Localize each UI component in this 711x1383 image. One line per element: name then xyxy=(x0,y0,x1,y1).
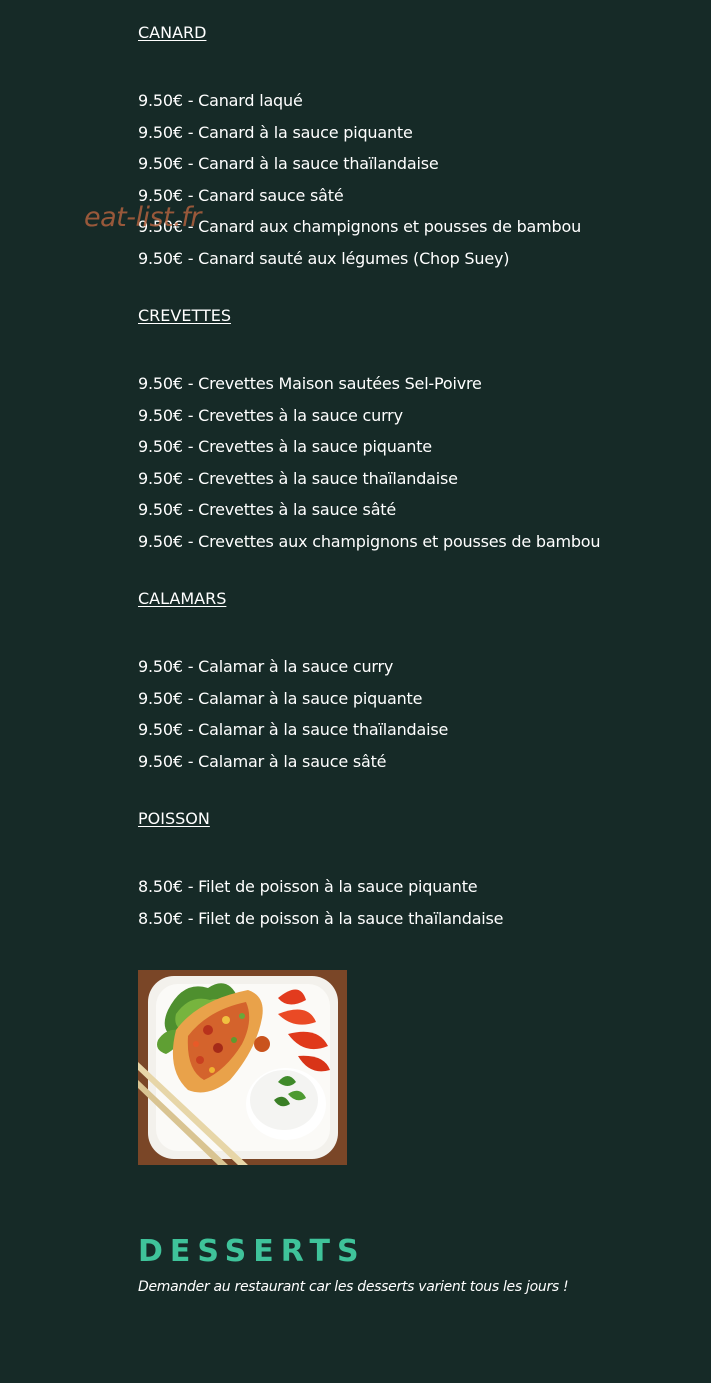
section-heading-calamars: CALAMARS xyxy=(138,589,227,608)
menu-item: 9.50€ - Calamar à la sauce sâté xyxy=(138,751,387,771)
menu-item: 9.50€ - Crevettes aux champignons et pousses de bambou xyxy=(138,531,601,551)
desserts-note: Demander au restaurant car les desserts varient tous les jours ! xyxy=(138,1279,569,1295)
menu-item: 9.50€ - Canard sauté aux légumes (Chop Suey) xyxy=(138,248,510,268)
menu-item: 9.50€ - Canard à la sauce thaïlandaise xyxy=(138,154,439,173)
menu-item: 9.50€ - Crevettes à la sauce thaïlandaise xyxy=(138,468,458,488)
section-heading-poisson: POISSON xyxy=(138,809,210,828)
menu-item: 9.50€ - Canard laqué xyxy=(138,91,303,110)
menu-item: 9.50€ - Calamar à la sauce piquante xyxy=(138,688,423,708)
watermark-text: eat-list.fr xyxy=(84,202,201,233)
menu-section-crevettes xyxy=(138,305,698,557)
menu-item: 9.50€ - Canard sauce sâté xyxy=(138,185,344,205)
menu-item: 9.50€ - Calamar à la sauce curry xyxy=(138,657,394,676)
menu-item: 9.50€ - Crevettes à la sauce sâté xyxy=(138,500,397,519)
menu-section-poisson xyxy=(138,808,698,934)
menu-item: 9.50€ - Canard aux champignons et pousses de bambou xyxy=(138,217,582,236)
section-heading-crevettes: CREVETTES xyxy=(138,306,231,325)
menu-item: 9.50€ - Crevettes Maison sautées Sel-Poivre xyxy=(138,374,482,393)
menu-item: 9.50€ - Calamar à la sauce thaïlandaise xyxy=(138,720,449,739)
menu-section-canard xyxy=(138,22,698,274)
desserts-title: DESSERTS xyxy=(138,1234,366,1269)
menu-item: 9.50€ - Crevettes à la sauce piquante xyxy=(138,437,432,456)
menu-item: 9.50€ - Crevettes à la sauce curry xyxy=(138,405,403,425)
menu-item: 8.50€ - Filet de poisson à la sauce thaïlandaise xyxy=(138,908,504,928)
menu-content xyxy=(138,22,698,934)
section-heading-canard: CANARD xyxy=(138,23,207,42)
dish-photo xyxy=(138,970,347,1165)
menu-item: 9.50€ - Canard à la sauce piquante xyxy=(138,122,413,142)
menu-section-calamars xyxy=(138,588,698,777)
menu-item: 8.50€ - Filet de poisson à la sauce piquante xyxy=(138,877,478,896)
